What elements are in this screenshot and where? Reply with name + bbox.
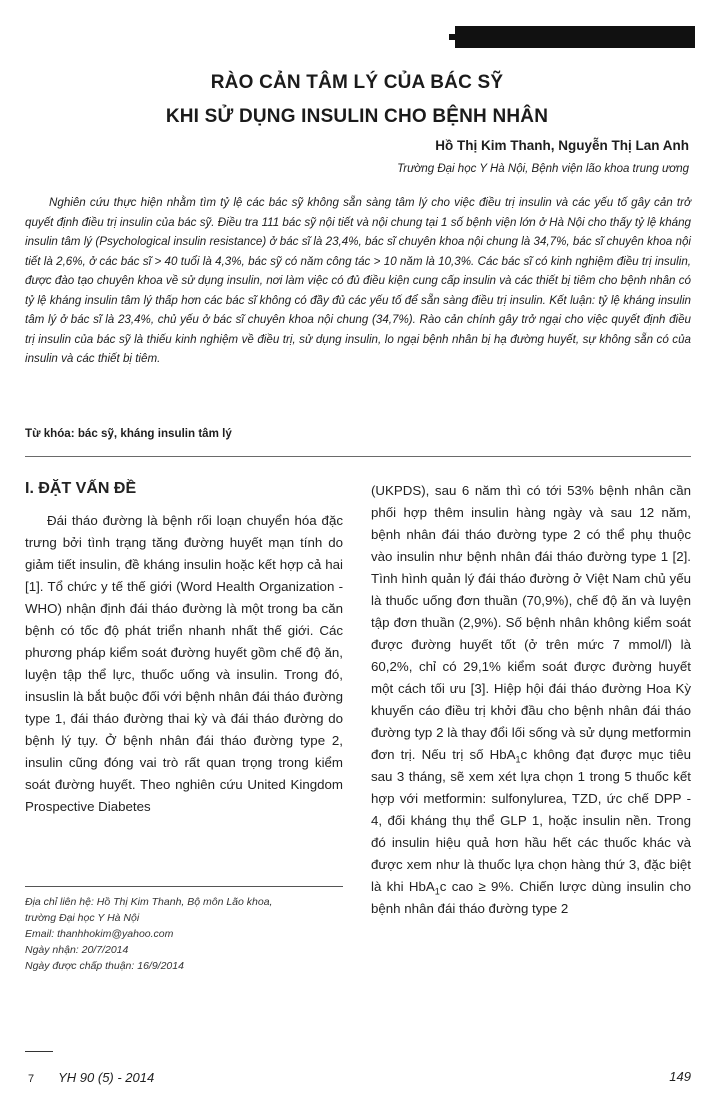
left-column-paragraph: Đái tháo đường là bệnh rối loạn chuyển hóa đặc trưng bởi tình trạng tăng đường huyết mạn tính do giảm tiết insulin, đề kháng insulin hoặc kết hợp cả hai [1]. Tổ chức y tế thế giới (Word Health Organization - WHO) nhận định đái tháo đường là một trong ba căn bệnh có tốc độ phát triển nhanh nhất thế giới. Các phương pháp kiểm soát đường huyết gồm chế độ ăn, luyện tập thể lực, thuốc uống và insulin. Trong đó, insuslin là bắt buộc đối với bệnh nhân đái tháo đường type 1, đái tháo đường thai kỳ và đái tháo đường do bệnh lý tụy. Ở bệnh nhân đái tháo đường type 2, insulin cũng đóng vai trò rất quan trọng trong kiểm soát đường huyết. Theo nghiên cứu United Kingdom Prospective Diabetes [25, 513, 343, 814]
left-column [25, 476, 343, 818]
title-line-1: RÀO CẢN TÂM LÝ CỦA BÁC SỸ [210, 72, 504, 93]
keywords: Từ khóa: bác sỹ, kháng insulin tâm lý [25, 427, 232, 440]
footnote-accepted: Ngày được chấp thuận: 16/9/2014 [25, 960, 184, 972]
footnote-divider [25, 886, 343, 887]
hba1c-subscript-1: 1 [515, 754, 521, 765]
article-title [0, 66, 714, 134]
hba1c-subscript-2: 1 [434, 886, 440, 897]
footnote-email: Email: thanhhokim@yahoo.com [25, 928, 174, 940]
right-text-part-2: c không đạt được mục tiêu sau 3 tháng, sẽ xem xét lựa chọn 1 trong 5 thuốc kết hợp với metformin: sulfonylurea, TZD, ức chế DPP - 4, đối kháng thụ thể GLP 1, hoặc insulin nền. Trong đó insulin hiệu quả hơn hầu hết các thuốc khác và được xem như là thuốc lựa chọn hàng thứ 3, đặc biệt là khi HbA [371, 747, 691, 894]
abstract: Nghiên cứu thực hiện nhằm tìm tỷ lệ các bác sỹ không sẵn sàng tâm lý cho việc điều trị insulin và các yếu tố gây cản trở quyết định điều trị insulin của bác sỹ. Điều tra 111 bác sỹ nội tiết và nội chung tại 1 số bệnh viện lớn ở Hà Nội cho thấy tỷ lệ kháng insulin tâm lý (Psychological insulin resistance) ở bác sĩ là 23,4%, bác sĩ chuyên khoa nội chung là 34,7%, bác sĩ chuyên khoa nội tiết là 2,6%, ở các bác sĩ > 40 tuổi là 4,3%, bác sỹ có năm công tác > 10 năm là 10,3%. Các bác sĩ có kinh nghiệm điều trị insulin, được đào tạo chuyên khoa về sử dụng insulin, nơi làm việc có đủ điều kiện cung cấp insulin và các thiết bị tiêm cho bệnh nhân có tỷ lệ kháng insulin tâm lý thấp hơn các bác sĩ không có đầy đủ các yếu tố để sẵn sàng điều trị insulin. Kết luận: tỷ lệ kháng insulin tâm lý ở bác sĩ là 23,4%, chủ yếu ở bác sĩ chuyên khoa nội chung (34,7%). Rào cản chính gây trở ngại cho việc quyết định điều trị insulin của bác sỹ là thiếu kinh nghiệm về điều trị, sử dụng insulin, lo ngại bệnh nhân bị hạ đường huyết, sự không sẵn có của insulin và các thiết bị tiêm. [25, 196, 691, 365]
footnote-received: Ngày nhận: 20/7/2014 [25, 944, 129, 956]
footer-journal-number: 7 [28, 1073, 35, 1085]
header-bar-notch [449, 34, 455, 40]
right-column [371, 480, 691, 920]
section-heading: I. ĐẶT VẤN ĐỀ [25, 480, 137, 497]
footer-journal-name: YH 90 (5) - 2014 [58, 1070, 155, 1085]
right-text-part-3: c cao ≥ 9%. Chiến lược dùng insulin cho bệnh nhân đái tháo đường type 2 [371, 879, 691, 916]
keywords-divider [25, 456, 691, 457]
footnote-institution: trường Đại học Y Hà Nội [25, 912, 140, 924]
footer-journal-info [28, 1070, 154, 1085]
title-line-2: KHI SỬ DỤNG INSULIN CHO BỆNH NHÂN [165, 106, 549, 127]
footnote-contact: Địa chỉ liên hệ: Hồ Thị Kim Thanh, Bộ môn Lão khoa, [25, 896, 273, 908]
authors: Hồ Thị Kim Thanh, Nguyễn Thị Lan Anh [435, 138, 689, 153]
right-column-paragraph [371, 480, 691, 920]
affiliation: Trường Đại học Y Hà Nội, Bệnh viện lão khoa trung ương [397, 163, 689, 175]
footer-divider [25, 1051, 53, 1052]
footnotes [25, 894, 343, 974]
header-black-bar [455, 26, 695, 48]
page-number: 149 [669, 1069, 691, 1084]
right-text-part-1: (UKPDS), sau 6 năm thì có tới 53% bệnh nhân cần phối hợp thêm insulin hàng ngày và sau 12 năm, bệnh nhân đái tháo đường type 2 có thể phụ thuộc vào insulin như bệnh nhân đái tháo đường type 1 [2]. Tình hình quản lý đái tháo đường ở Việt Nam chủ yếu là thuốc uống đơn thuần (70,9%), chế độ ăn và luyện tập đơn thuần (2,9%). Số bệnh nhân không kiểm soát được đường huyết tốt (ở trên mức 7 mmol/l) là 60,2%, chỉ có 29,1% kiểm soát được đường huyết một cách tối ưu [3]. Hiệp hội đái tháo đường Hoa Kỳ khuyến cáo điều trị khởi đầu cho bệnh nhân đái tháo đường typ 2 là thay đổi lối sống và sử dụng metformin đơn trị. Nếu trị số HbA [371, 483, 691, 762]
